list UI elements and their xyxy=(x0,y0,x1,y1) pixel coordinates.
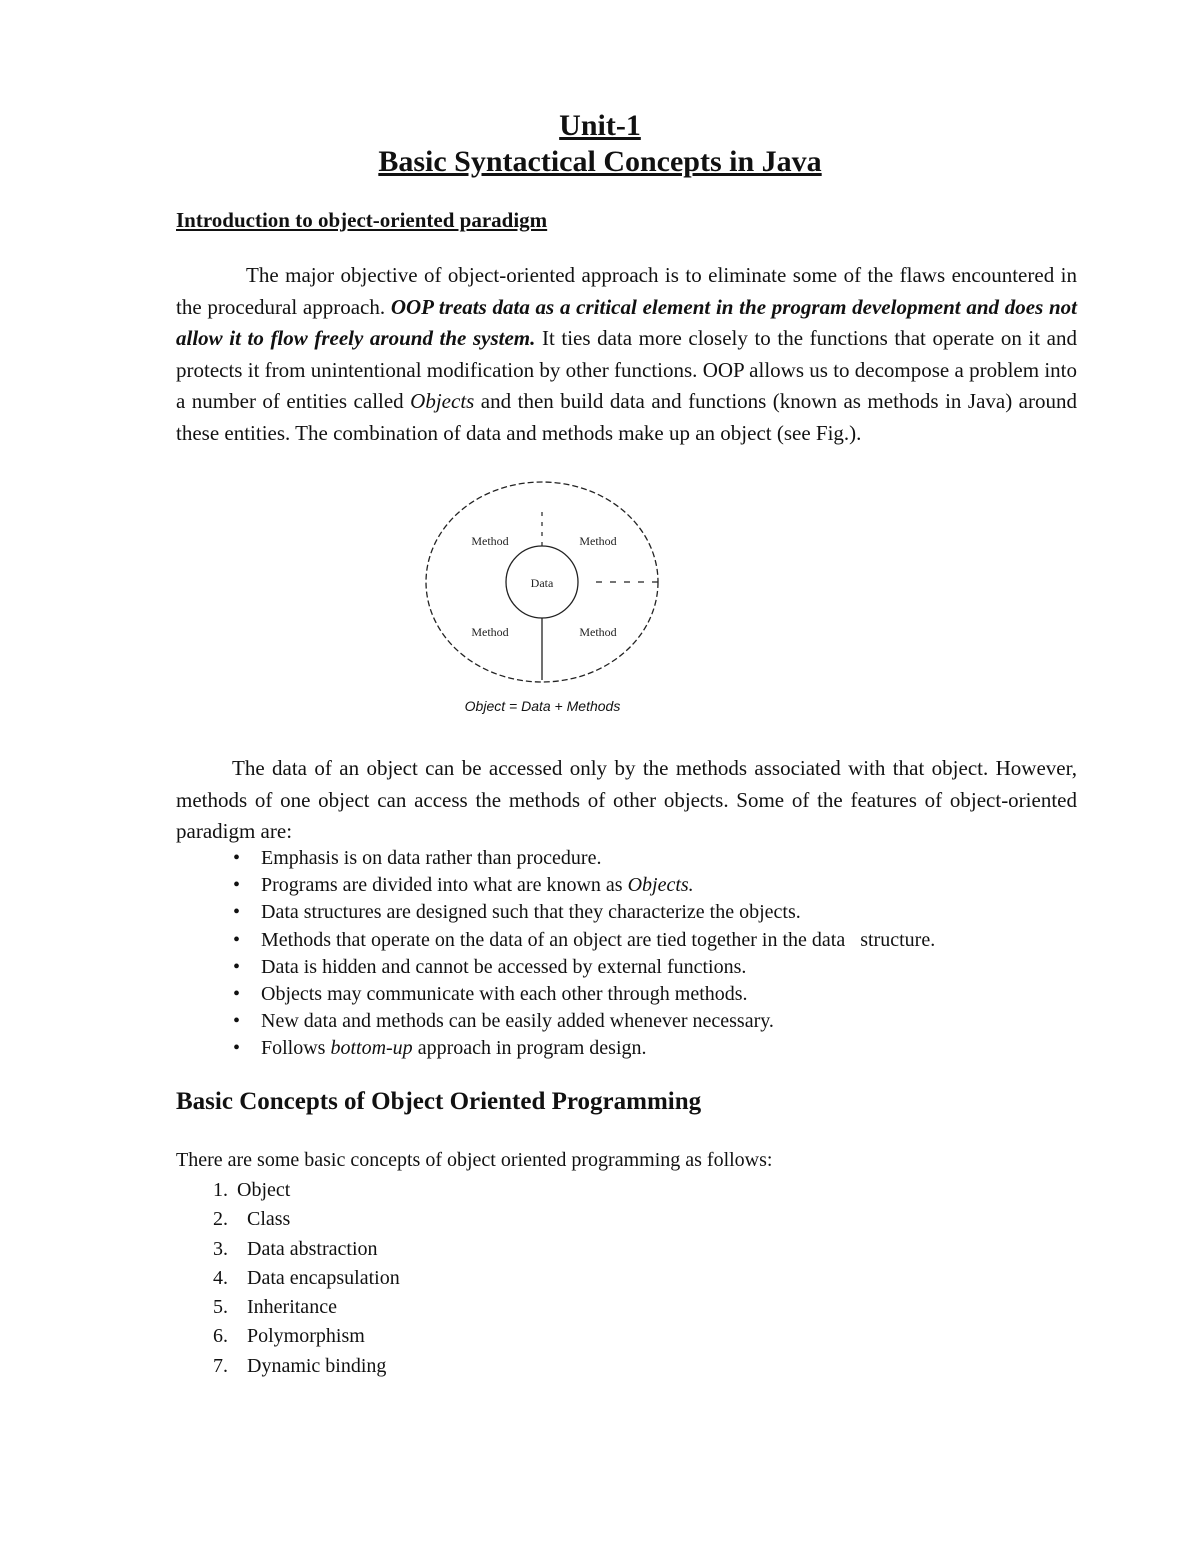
feature-text: Data structures are designed such that they characterize the objects. xyxy=(261,901,801,924)
feature-em: bottom-up xyxy=(330,1037,413,1060)
list-item xyxy=(233,872,935,899)
concepts-intro: There are some basic concepts of object oriented programming as follows: xyxy=(176,1149,773,1171)
bullet-icon: • xyxy=(233,874,241,897)
list-number: 3. xyxy=(213,1237,228,1260)
bullet-icon: • xyxy=(233,928,241,951)
list-item xyxy=(233,981,935,1008)
chapter-title: Basic Syntactical Concepts in Java xyxy=(378,145,822,178)
feature-text: Methods that operate on the data of an object are tied together in the data structure. xyxy=(261,928,936,951)
concepts-list xyxy=(213,1176,400,1381)
feature-pre: Follows xyxy=(261,1037,331,1060)
list-number: 7. xyxy=(213,1354,228,1377)
para1-part3: and then build data and functions (known as methods in Java) around these entities. The combination of data and methods make up an object (see Fig.). xyxy=(176,389,1077,445)
para2-text: The data of an object can be accessed only by the methods associated with that object. However, methods of one object can access the methods of other objects. Some of the features of object-oriented paradigm are: xyxy=(176,756,1077,843)
para1-emphasis: OOP treats data as a critical element in the program development and does not allow it to flow freely around the system. xyxy=(176,294,1077,350)
list-number: 5. xyxy=(213,1296,228,1319)
unit-title: Unit-1 xyxy=(559,109,641,142)
title-block xyxy=(0,108,1200,180)
list-item xyxy=(233,899,935,926)
list-item xyxy=(213,1205,400,1234)
list-number: 2. xyxy=(213,1208,228,1231)
list-number: 4. xyxy=(213,1266,228,1289)
method-label-bottom-right: Method xyxy=(579,625,617,639)
bullet-icon: • xyxy=(233,1010,241,1033)
list-item xyxy=(213,1352,400,1381)
intro-paragraph xyxy=(176,260,1077,449)
feature-text: Emphasis is on data rather than procedure. xyxy=(261,847,602,869)
concepts-heading: Basic Concepts of Object Oriented Programming xyxy=(176,1088,702,1115)
intro-heading: Introduction to object-oriented paradigm xyxy=(176,208,548,232)
list-number: 1. xyxy=(213,1179,228,1201)
list-item xyxy=(233,954,935,981)
list-item xyxy=(233,1035,935,1062)
features-list xyxy=(233,845,935,1063)
concept-label: Data encapsulation xyxy=(247,1266,400,1289)
para1-part1: The major objective of object-oriented approach is to eliminate some of the flaws encountered in the procedural approach. xyxy=(176,263,1077,319)
para1-objects-word: Objects xyxy=(410,389,475,413)
bullet-icon: • xyxy=(233,901,241,924)
list-item xyxy=(233,927,935,954)
features-intro-paragraph xyxy=(176,753,1077,848)
list-number: 6. xyxy=(213,1325,228,1348)
feature-text: Objects may communicate with each other through methods. xyxy=(261,983,748,1006)
method-label-top-right: Method xyxy=(579,534,617,548)
figure-caption: Object = Data + Methods xyxy=(464,698,621,714)
list-item xyxy=(213,1264,400,1293)
concept-label: Data abstraction xyxy=(247,1237,378,1260)
para1-part2: It ties data more closely to the functions that operate on it and protects it from unintentional modification by other functions. OOP allows us to decompose a problem into a number of entities called xyxy=(176,326,1077,413)
feature-text: approach in program design. xyxy=(412,1037,647,1060)
method-label-bottom-left: Method xyxy=(471,625,509,639)
method-label-top-left: Method xyxy=(471,534,509,548)
concept-label: Dynamic binding xyxy=(247,1354,387,1377)
list-item xyxy=(233,845,935,872)
feature-em: Objects. xyxy=(627,874,694,897)
list-item xyxy=(213,1322,400,1351)
list-item xyxy=(213,1176,400,1205)
feature-text: New data and methods can be easily added whenever necessary. xyxy=(261,1010,774,1033)
object-diagram xyxy=(418,476,668,692)
bullet-icon: • xyxy=(233,955,241,978)
list-item xyxy=(213,1235,400,1264)
data-label: Data xyxy=(530,576,554,590)
bullet-icon: • xyxy=(233,847,241,869)
concept-label: Object xyxy=(237,1179,291,1201)
concept-label: Inheritance xyxy=(247,1296,337,1319)
bullet-icon: • xyxy=(233,1037,241,1060)
concept-label: Polymorphism xyxy=(247,1325,365,1348)
feature-text: Programs are divided into what are known as xyxy=(261,874,628,897)
bullet-icon: • xyxy=(233,983,241,1006)
list-item xyxy=(213,1293,400,1322)
list-item xyxy=(233,1008,935,1035)
concept-label: Class xyxy=(247,1208,291,1231)
feature-text: Data is hidden and cannot be accessed by external functions. xyxy=(261,955,747,978)
